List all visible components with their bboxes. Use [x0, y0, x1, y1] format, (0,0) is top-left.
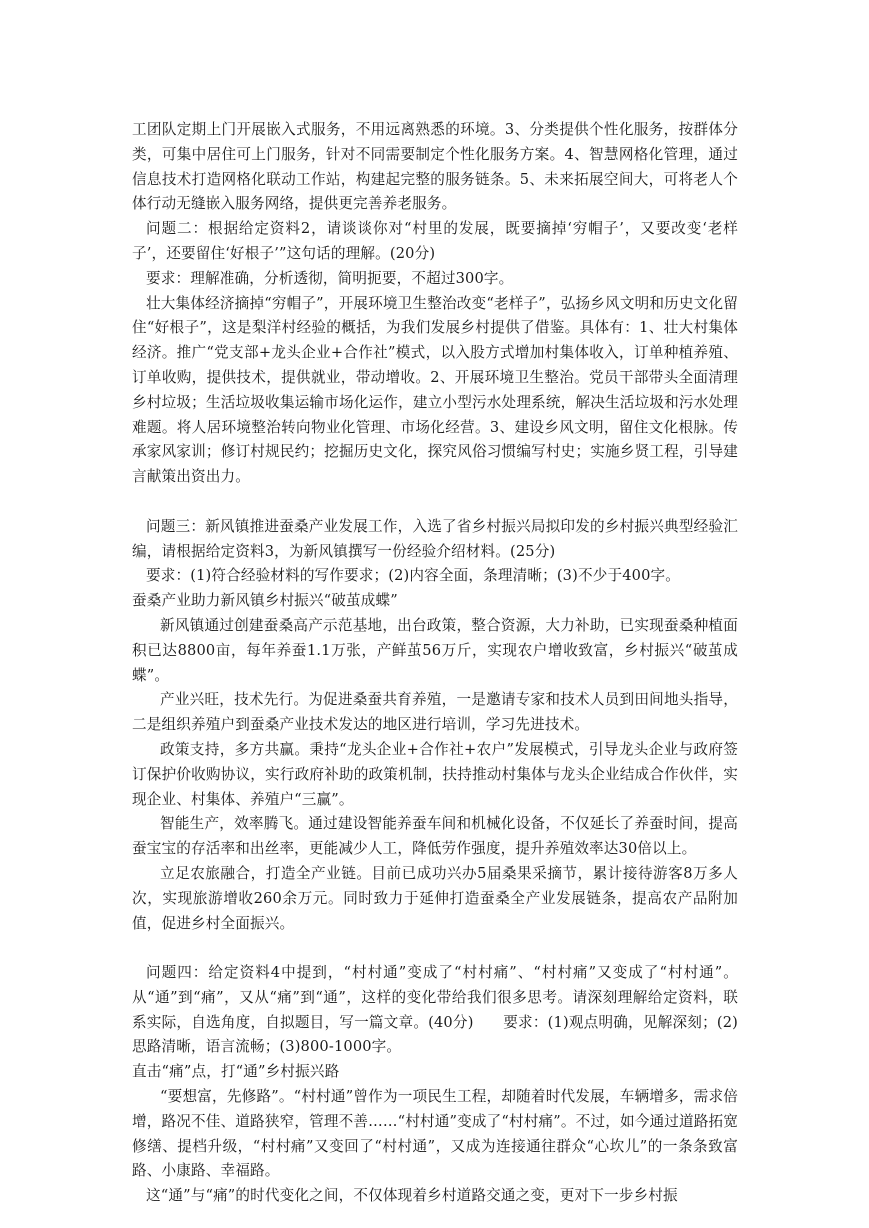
answer-three-paragraph: 立足农旅融合，打造全产业链。目前已成功兴办5届桑果采摘节，累计接待游客8万多人次，实现旅游增收260余万元。同时致力于延伸打造蚕桑全产业发展链条，提高农产品附加值，促进乡村全面振兴。 — [132, 864, 738, 932]
answer-three-paragraph: 政策支持，多方共赢。秉持“龙头企业+合作社+农户”发展模式，引导龙头企业与政府签订保护价收购协议，实行政府补助的政策机制，扶持推动村集体与龙头企业结成合作伙伴，实现企业、村集体、养殖户“三赢”。 — [132, 740, 738, 808]
question-three: 问题三：新风镇推进蚕桑产业发展工作，入选了省乡村振兴局拟印发的乡村振兴典型经验汇编，请根据给定资料3，为新风镇撰写一份经验介绍材料。(25分) — [132, 517, 738, 560]
answer-three-paragraph: 智能生产，效率腾飞。通过建设智能养蚕车间和机械化设备，不仅延长了养蚕时间，提高蚕宝宝的存活率和出丝率，更能减少人工，降低劳作强度，提升养殖效率达30倍以上。 — [132, 815, 738, 858]
answer-two: 壮大集体经济摘掉“穷帽子”，开展环境卫生整治改变“老样子”，弘扬乡风文明和历史文化留住“好根子”，这是梨洋村经验的概括，为我们发展乡村提供了借鉴。具体有：1、壮大村集体经济。推广“党支部+龙头企业+合作社”模式，以入股方式增加村集体收入，订单种植养殖、订单收购，提供技术，提供就业，带动增收。2、开展环境卫生整治。党员干部带头全面清理乡村垃圾；生活垃圾收集运输市场化运作，建立小型污水处理系统，解决生活垃圾和污水处理难题。将人居环境整治转向物业化管理、市场化经营。3、建设乡风文明，留住文化根脉。传承家风家训；修订村规民约；挖掘历史文化，探究风俗习惯编写村史；实施乡贤工程，引导建言献策出资出力。 — [132, 294, 738, 486]
question-four: 问题四：给定资料4中提到，“村村通”变成了“村村痛”、“村村痛”又变成了“村村通”。从“通”到“痛”，又从“痛”到“通”，这样的变化带给我们很多思考。请深刻理解给定资料，联系实际，自选角度，自拟题目，写一篇文章。(40分) 要求：(1)观点明确，见解深刻；(2)思路清晰，语言流畅；(3)800-1000字。 — [132, 964, 738, 1056]
answer-four-title: 直击“痛”点，打“通”乡村振兴路 — [132, 1063, 340, 1081]
document-body — [132, 118, 738, 1209]
answer-three-title: 蚕桑产业助力新风镇乡村振兴“破茧成蝶” — [132, 592, 398, 610]
answer-four-paragraph: “要想富，先修路”。“村村通”曾作为一项民生工程，却随着时代发展，车辆增多，需求倍增，路况不佳、道路狭窄，管理不善……“村村通”变成了“村村痛”。不过，如今通过道路拓宽修缮、提档升级，“村村痛”又变回了“村村通”，又成为连接通往群众“心坎儿”的一条条致富路、小康路、幸福路。 — [132, 1088, 738, 1180]
answer-four-paragraph: 这“通”与“痛”的时代变化之间，不仅体现着乡村道路交通之变，更对下一步乡村振 — [146, 1187, 678, 1205]
question-two-requirement: 要求：理解准确，分析透彻，简明扼要，不超过300字。 — [146, 269, 514, 287]
question-two: 问题二：根据给定资料2，请谈谈你对“村里的发展，既要摘掉‘穷帽子’，又要改变‘老样子’，还要留住‘好根子’”这句话的理解。(20分) — [132, 220, 738, 262]
paragraph-continuation: 工团队定期上门开展嵌入式服务，不用远离熟悉的环境。3、分类提供个性化服务，按群体分类，可集中居住可上门服务，针对不同需要制定个性化服务方案。4、智慧网格化管理，通过信息技术打造网格化联动工作站，构建起完整的服务链条。5、未来拓展空间大，可将老人个体行动无缝嵌入服务网络，提供更完善养老服务。 — [132, 121, 738, 213]
question-three-requirement: 要求：(1)符合经验材料的写作要求；(2)内容全面，条理清晰；(3)不少于400字。 — [146, 567, 680, 585]
spacer — [132, 490, 738, 515]
spacer — [132, 936, 738, 961]
answer-three-paragraph: 产业兴旺，技术先行。为促进桑蚕共育养殖，一是邀请专家和技术人员到田间地头指导，二是组织养殖户到蚕桑产业技术发达的地区进行培训，学习先进技术。 — [132, 691, 738, 734]
answer-three-paragraph: 新风镇通过创建蚕桑高产示范基地，出台政策，整合资源，大力补助，已实现蚕桑种植面积已达8800亩，每年养蚕1.1万张，产鲜茧56万斤，实现农户增收致富，乡村振兴“破茧成蝶”。 — [132, 616, 738, 684]
